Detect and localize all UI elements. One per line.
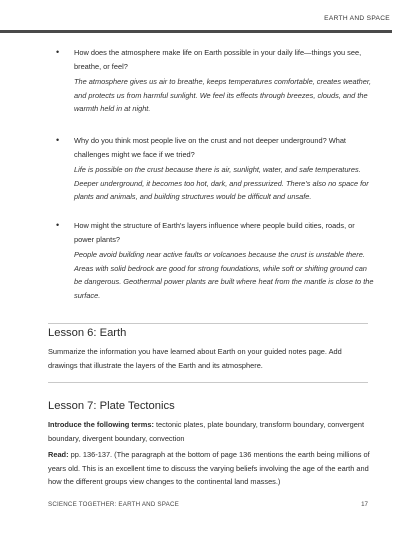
page-number: 17 [361, 501, 368, 508]
lesson-7-terms [48, 418, 372, 445]
footer-book-title: SCIENCE TOGETHER: EARTH AND SPACE [48, 501, 179, 508]
lesson-6-body: Summarize the information you have learned about Earth on your guided notes page. Add drawings that illustrate the layers of the Earth and its atmosphere. [48, 347, 342, 370]
question-text: How does the atmosphere make life on Earth possible in your daily life—things you see, breathe, or feel? [74, 48, 362, 71]
bullet-marker: • [56, 47, 60, 57]
lesson-6-divider [48, 323, 368, 324]
header-rule [0, 30, 392, 33]
answer-text: People avoid building near active faults or volcanoes because the crust is unstable there. Areas with solid bedrock are good for strong foundations, while soft or shifting ground can be dangerous. Geothermal power plants are built where heat from the mantle is close to the surface. [74, 250, 374, 300]
answer-text: Life is possible on the crust because there is air, sunlight, water, and safe temperatures. Deeper underground, it becomes too hot, dark, and pressurized. There's also no space for plants and animals, and building structures would be difficult and unsafe. [74, 165, 369, 201]
read-label: Read: [48, 450, 69, 459]
answer-text: The atmosphere gives us air to breathe, keeps temperatures comfortable, creates weather, and protects us from harmful sunlight. We feel its effects through breezes, clouds, and the warmth held in at night. [74, 77, 372, 113]
bullet-marker: • [56, 135, 60, 145]
lesson-7-divider [48, 382, 368, 383]
lesson-7-reading [48, 448, 372, 489]
section-header-label: EARTH AND SPACE [324, 15, 390, 22]
terms-label: Introduce the following terms: [48, 420, 154, 429]
lesson-6-title: Lesson 6: Earth [48, 327, 127, 339]
bullet-marker: • [56, 220, 60, 230]
terms-list: tectonic plates, plate boundary, transform boundary, convergent boundary, divergent boundary, convection [48, 420, 365, 443]
question-text: How might the structure of Earth's layers influence where people build cities, roads, or power plants? [74, 221, 355, 244]
question-text: Why do you think most people live on the crust and not deeper underground? What challenges might we face if we tried? [74, 136, 346, 159]
read-text: pp. 136-137. (The paragraph at the bottom of page 136 mentions the earth being millions of years old. This is an excellent time to discuss the varying beliefs involving the age of the earth and how the different groups view changes to the continental land masses.) [48, 450, 370, 486]
lesson-7-title: Lesson 7: Plate Tectonics [48, 400, 175, 412]
